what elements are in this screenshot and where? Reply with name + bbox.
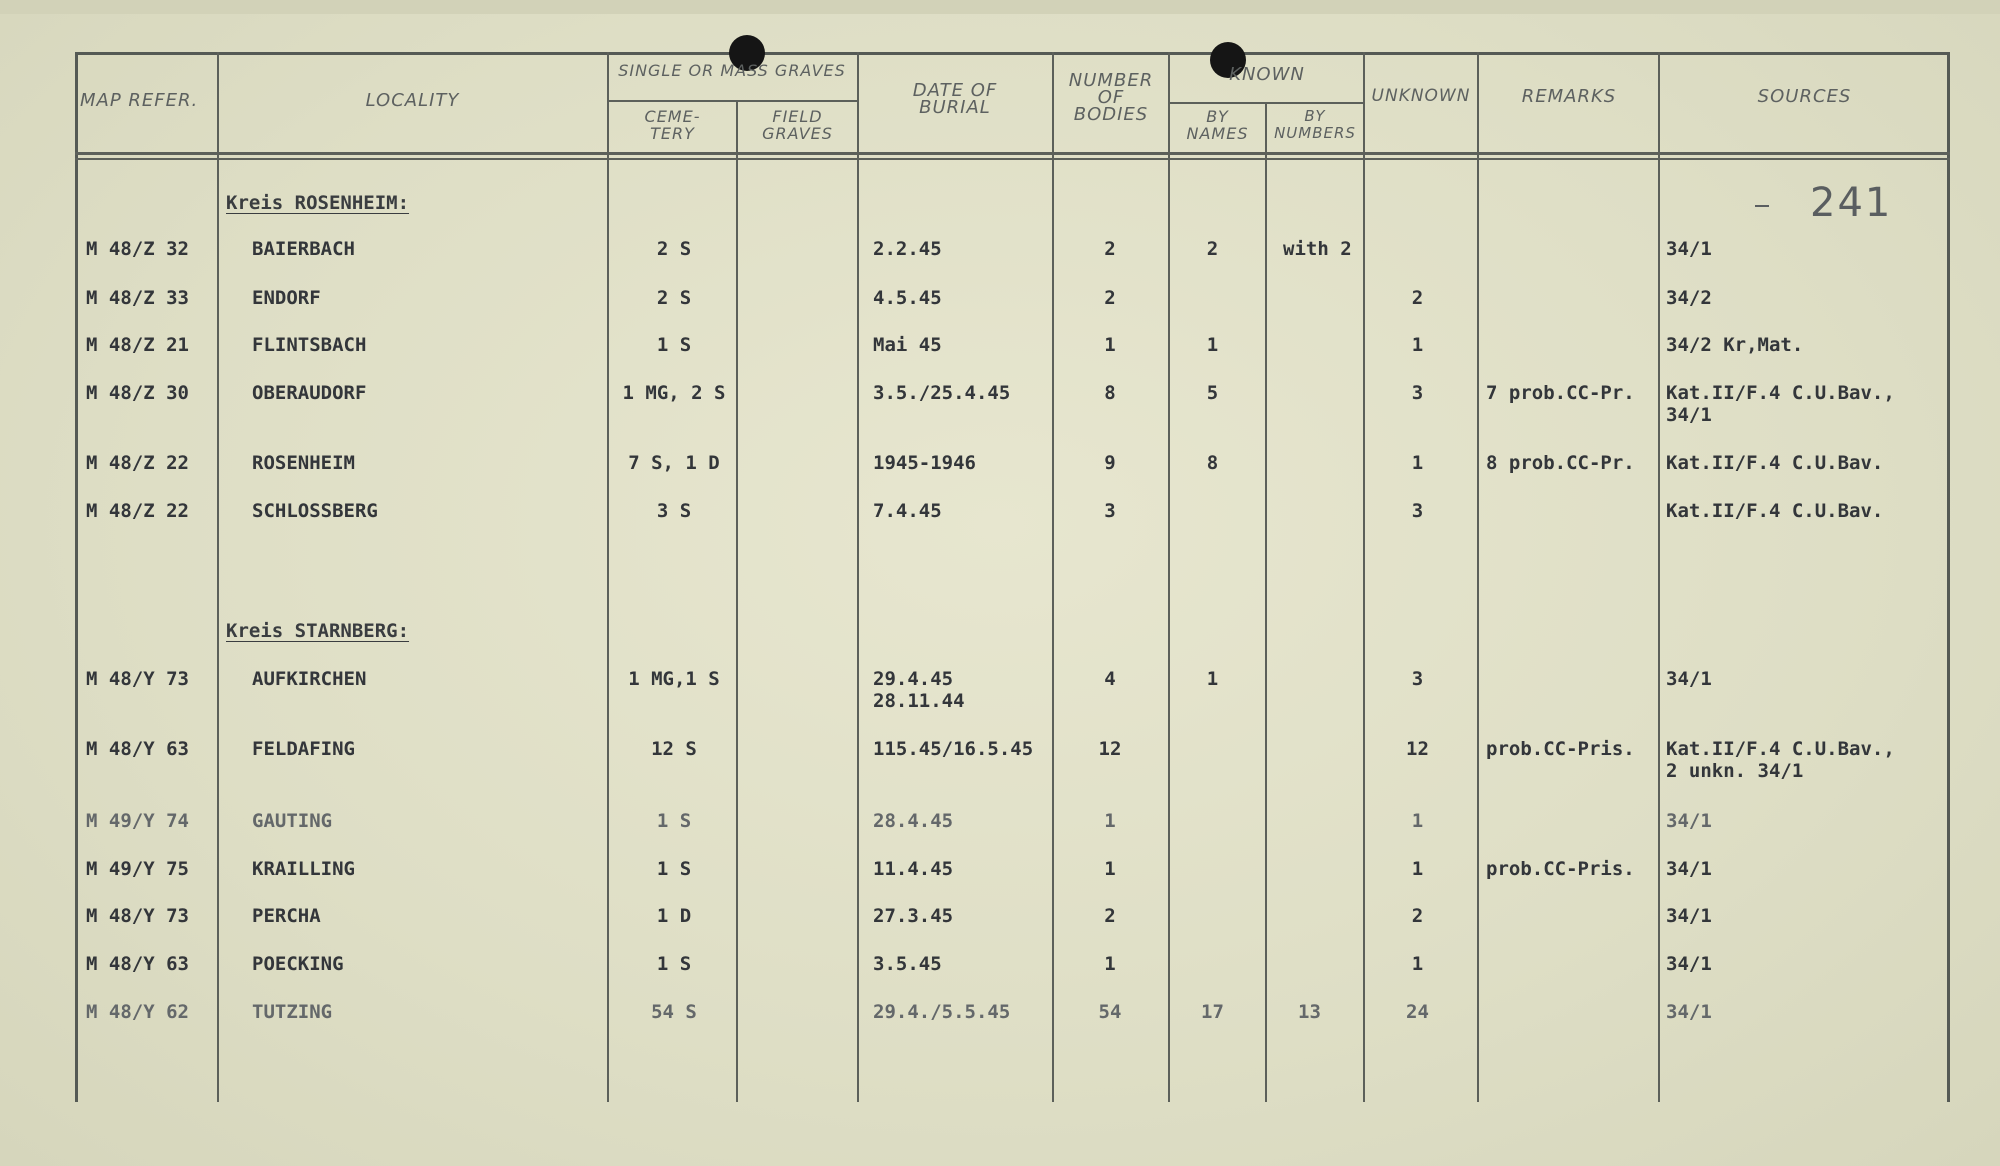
header-bottom-rule — [75, 152, 1950, 155]
sources: 34/1 — [1666, 858, 1712, 880]
header-by-numbers: BY NUMBERS — [1274, 107, 1356, 142]
col-rule-cemetery — [607, 52, 609, 1102]
bodies: 54 — [1098, 1001, 1122, 1023]
map-ref: M 48/Z 32 — [86, 238, 189, 260]
header-by-names: BY NAMES — [1186, 107, 1249, 143]
sources: 34/1 — [1666, 1001, 1712, 1023]
card-top-edge — [0, 0, 2000, 14]
cemetery: 1 S — [656, 334, 692, 356]
header-field-graves: FIELD GRAVES — [762, 107, 833, 143]
bodies: 8 — [1104, 382, 1116, 404]
date: 4.5.45 — [873, 287, 942, 309]
locality: PERCHA — [252, 905, 321, 927]
map-ref: M 49/Y 74 — [86, 810, 189, 832]
unknown: 3 — [1411, 382, 1424, 404]
locality: KRAILLING — [252, 858, 355, 880]
map-ref: M 48/Z 33 — [86, 287, 189, 309]
map-ref: M 49/Y 75 — [86, 858, 189, 880]
bodies: 2 — [1104, 287, 1116, 309]
header-remarks: REMARKS — [1521, 86, 1617, 107]
cemetery: 1 MG, 2 S — [622, 382, 726, 404]
col-rule-remarks — [1477, 52, 1479, 1102]
date: 1945-1946 — [873, 452, 976, 474]
remarks: prob.CC-Pris. — [1486, 858, 1635, 880]
cemetery: 12 S — [651, 738, 697, 760]
locality: GAUTING — [252, 810, 333, 832]
unknown: 2 — [1411, 287, 1424, 309]
locality: POECKING — [252, 953, 344, 975]
by-names: 2 — [1206, 238, 1219, 260]
date: 3.5./25.4.45 — [873, 382, 1011, 404]
date: 11.4.45 — [873, 858, 954, 880]
by-names: 8 — [1206, 452, 1219, 474]
date: 28.4.45 — [873, 810, 954, 832]
bodies: 12 — [1098, 738, 1122, 760]
map-ref: M 48/Y 63 — [86, 738, 189, 760]
date: 2.2.45 — [873, 238, 942, 260]
header-unknown: UNKNOWN — [1371, 86, 1471, 106]
header-bodies: NUMBER OF BODIES — [1068, 70, 1154, 125]
remarks: 8 prob.CC-Pr. — [1486, 452, 1635, 474]
date: 27.3.45 — [873, 905, 954, 927]
bodies: 1 — [1104, 858, 1116, 880]
date: 29.4./5.5.45 — [873, 1001, 1011, 1023]
locality: ENDORF — [252, 287, 321, 309]
header-map-ref: MAP REFER. — [80, 90, 199, 111]
remarks: prob.CC-Pris. — [1486, 738, 1635, 760]
graves-subheader-rule — [607, 100, 857, 102]
bodies: 1 — [1104, 810, 1116, 832]
date: Mai 45 — [873, 334, 942, 356]
sources: 34/2 Kr,Mat. — [1666, 334, 1804, 356]
col-rule-sources — [1658, 52, 1660, 1102]
by-names: 1 — [1206, 668, 1219, 690]
col-rule-date — [857, 52, 859, 1102]
unknown: 12 — [1406, 738, 1429, 760]
sources: 34/1 — [1666, 905, 1712, 927]
locality: TUTZING — [252, 1001, 333, 1023]
group-title-starnberg: Kreis STARNBERG: — [226, 620, 410, 642]
sources: Kat.II/F.4 C.U.Bav., 34/1 — [1666, 382, 1895, 426]
remarks: 7 prob.CC-Pr. — [1486, 382, 1635, 404]
locality: AUFKIRCHEN — [252, 668, 367, 690]
by-names: 5 — [1206, 382, 1219, 404]
header-locality: LOCALITY — [365, 90, 460, 111]
bodies: 1 — [1104, 334, 1116, 356]
unknown: 1 — [1411, 953, 1424, 975]
map-ref: M 48/Y 63 — [86, 953, 189, 975]
sources: Kat.II/F.4 C.U.Bav. — [1666, 452, 1884, 474]
unknown: 3 — [1411, 500, 1424, 522]
header-sources: SOURCES — [1757, 86, 1852, 107]
header-date: DATE OF BURIAL — [912, 80, 998, 118]
by-names: 17 — [1201, 1001, 1224, 1023]
unknown: 3 — [1411, 668, 1424, 690]
map-ref: M 48/Z 30 — [86, 382, 189, 404]
known-subheader-rule — [1170, 102, 1365, 104]
sources: 34/1 — [1666, 810, 1712, 832]
locality: FLINTSBACH — [252, 334, 367, 356]
col-rule-names — [1168, 52, 1170, 1102]
cemetery: 54 S — [651, 1001, 697, 1023]
col-rule-locality — [217, 52, 219, 1102]
bodies: 9 — [1104, 452, 1116, 474]
locality: SCHLOSSBERG — [252, 500, 378, 522]
locality: FELDAFING — [252, 738, 355, 760]
col-rule-unknown — [1363, 52, 1365, 1102]
by-numbers: 13 — [1298, 1001, 1321, 1023]
map-ref: M 48/Y 73 — [86, 905, 189, 927]
unknown: 1 — [1411, 858, 1424, 880]
bodies: 4 — [1104, 668, 1116, 690]
col-rule-bodies — [1052, 52, 1054, 1102]
header-cemetery: CEME- TERY — [644, 107, 701, 143]
bodies: 1 — [1104, 953, 1116, 975]
locality: BAIERBACH — [252, 238, 355, 260]
locality: ROSENHEIM — [252, 452, 355, 474]
sources: 34/1 — [1666, 953, 1712, 975]
date: 115.45/16.5.45 — [873, 738, 1034, 760]
bodies: 2 — [1104, 238, 1116, 260]
map-ref: M 48/Z 22 — [86, 500, 189, 522]
map-ref: M 48/Y 73 — [86, 668, 189, 690]
map-ref: M 48/Z 22 — [86, 452, 189, 474]
page-number: 241 — [1810, 180, 1893, 226]
unknown: 1 — [1411, 452, 1424, 474]
unknown: 2 — [1411, 905, 1424, 927]
sources: Kat.II/F.4 C.U.Bav. — [1666, 500, 1884, 522]
cemetery: 1 MG,1 S — [628, 668, 720, 690]
cemetery: 3 S — [656, 500, 692, 522]
unknown: 1 — [1411, 810, 1424, 832]
cemetery: 1 S — [656, 953, 692, 975]
header-graves-group: SINGLE OR MASS GRAVES — [618, 61, 846, 80]
sources: 34/2 — [1666, 287, 1712, 309]
cemetery: 2 S — [656, 287, 692, 309]
header-bottom-rule-2 — [75, 158, 1950, 160]
cemetery: 2 S — [656, 238, 692, 260]
locality: OBERAUDORF — [252, 382, 367, 404]
page-number-dash — [1755, 205, 1769, 207]
map-ref: M 48/Z 21 — [86, 334, 189, 356]
unknown: 1 — [1411, 334, 1424, 356]
header-known-group: KNOWN — [1229, 64, 1305, 85]
by-names: 1 — [1206, 334, 1219, 356]
col-rule-numbers — [1265, 102, 1267, 1102]
cemetery: 1 S — [656, 858, 692, 880]
group-title-rosenheim: Kreis ROSENHEIM: — [226, 192, 410, 214]
cemetery: 7 S, 1 D — [628, 452, 720, 474]
map-ref: M 48/Y 62 — [86, 1001, 189, 1023]
date: 7.4.45 — [873, 500, 942, 522]
date: 29.4.45 28.11.44 — [873, 668, 965, 712]
bodies: 3 — [1104, 500, 1116, 522]
cemetery: 1 S — [656, 810, 692, 832]
sources: Kat.II/F.4 C.U.Bav., 2 unkn. 34/1 — [1666, 738, 1895, 782]
by-numbers: with 2 — [1283, 238, 1352, 260]
sources: 34/1 — [1666, 238, 1712, 260]
sources: 34/1 — [1666, 668, 1712, 690]
cemetery: 1 D — [656, 905, 692, 927]
unknown: 24 — [1406, 1001, 1429, 1023]
bodies: 2 — [1104, 905, 1116, 927]
date: 3.5.45 — [873, 953, 942, 975]
